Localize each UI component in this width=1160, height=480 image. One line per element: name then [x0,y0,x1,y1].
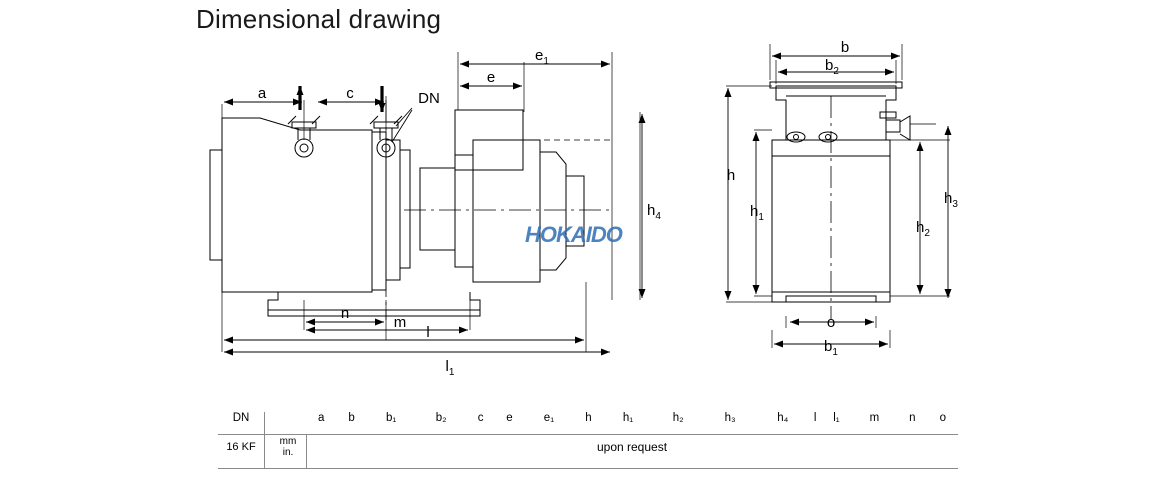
col-a: a [317,412,325,424]
unit-mm: mm [279,436,297,447]
label-h3: $h_3$ [944,190,958,210]
col-m: m [869,412,880,424]
label-l1: $l_1$ [445,358,455,378]
cell-note: upon request [596,440,668,454]
table-row [218,430,958,464]
col-b1: b₁ [385,412,397,424]
col-b2: b₂ [435,412,447,424]
table-header-row [218,412,958,430]
label-n: n [340,305,350,322]
label-m: m [393,314,407,331]
col-h2: h₂ [672,412,684,424]
label-h1: $h_1$ [750,203,764,223]
cell-units [264,430,306,464]
col-l1: l₁ [833,412,840,424]
dimension-table [218,412,958,464]
col-b: b [348,412,355,424]
col-dn: DN [232,412,250,424]
table-rule-bottom [218,468,958,469]
label-e1: $e_1$ [535,47,549,67]
col-h: h [585,412,592,424]
label-h4: $h_4$ [647,202,661,222]
label-dn: DN [418,90,440,107]
col-c: c [477,412,484,424]
col-h4: h₄ [777,412,789,424]
table-divider-unit [306,434,307,468]
label-c: c [346,85,354,102]
page-title: Dimensional drawing [196,4,442,34]
table-rule-top [218,434,958,435]
label-a: a [257,85,267,102]
col-e: e [506,412,513,424]
label-b2: $b_2$ [825,57,839,77]
col-o: o [939,412,946,424]
label-b: b [840,39,850,56]
col-l: l [813,412,817,424]
label-e: e [486,69,496,86]
table-divider-dn [264,412,265,468]
col-h1: h₁ [622,412,634,424]
col-e1: e₁ [543,412,555,424]
label-h: h [726,167,736,184]
col-unit [264,412,306,430]
label-o: o [826,314,836,331]
unit-in: in. [282,447,294,458]
col-n: n [909,412,916,424]
watermark: HOKAIDO [525,222,622,247]
label-b1: $b_1$ [824,338,838,358]
label-h2: $h_2$ [916,219,930,239]
col-h3: h₃ [724,412,736,424]
cell-dn: 16 KF [226,441,256,453]
label-l: l [426,324,430,341]
